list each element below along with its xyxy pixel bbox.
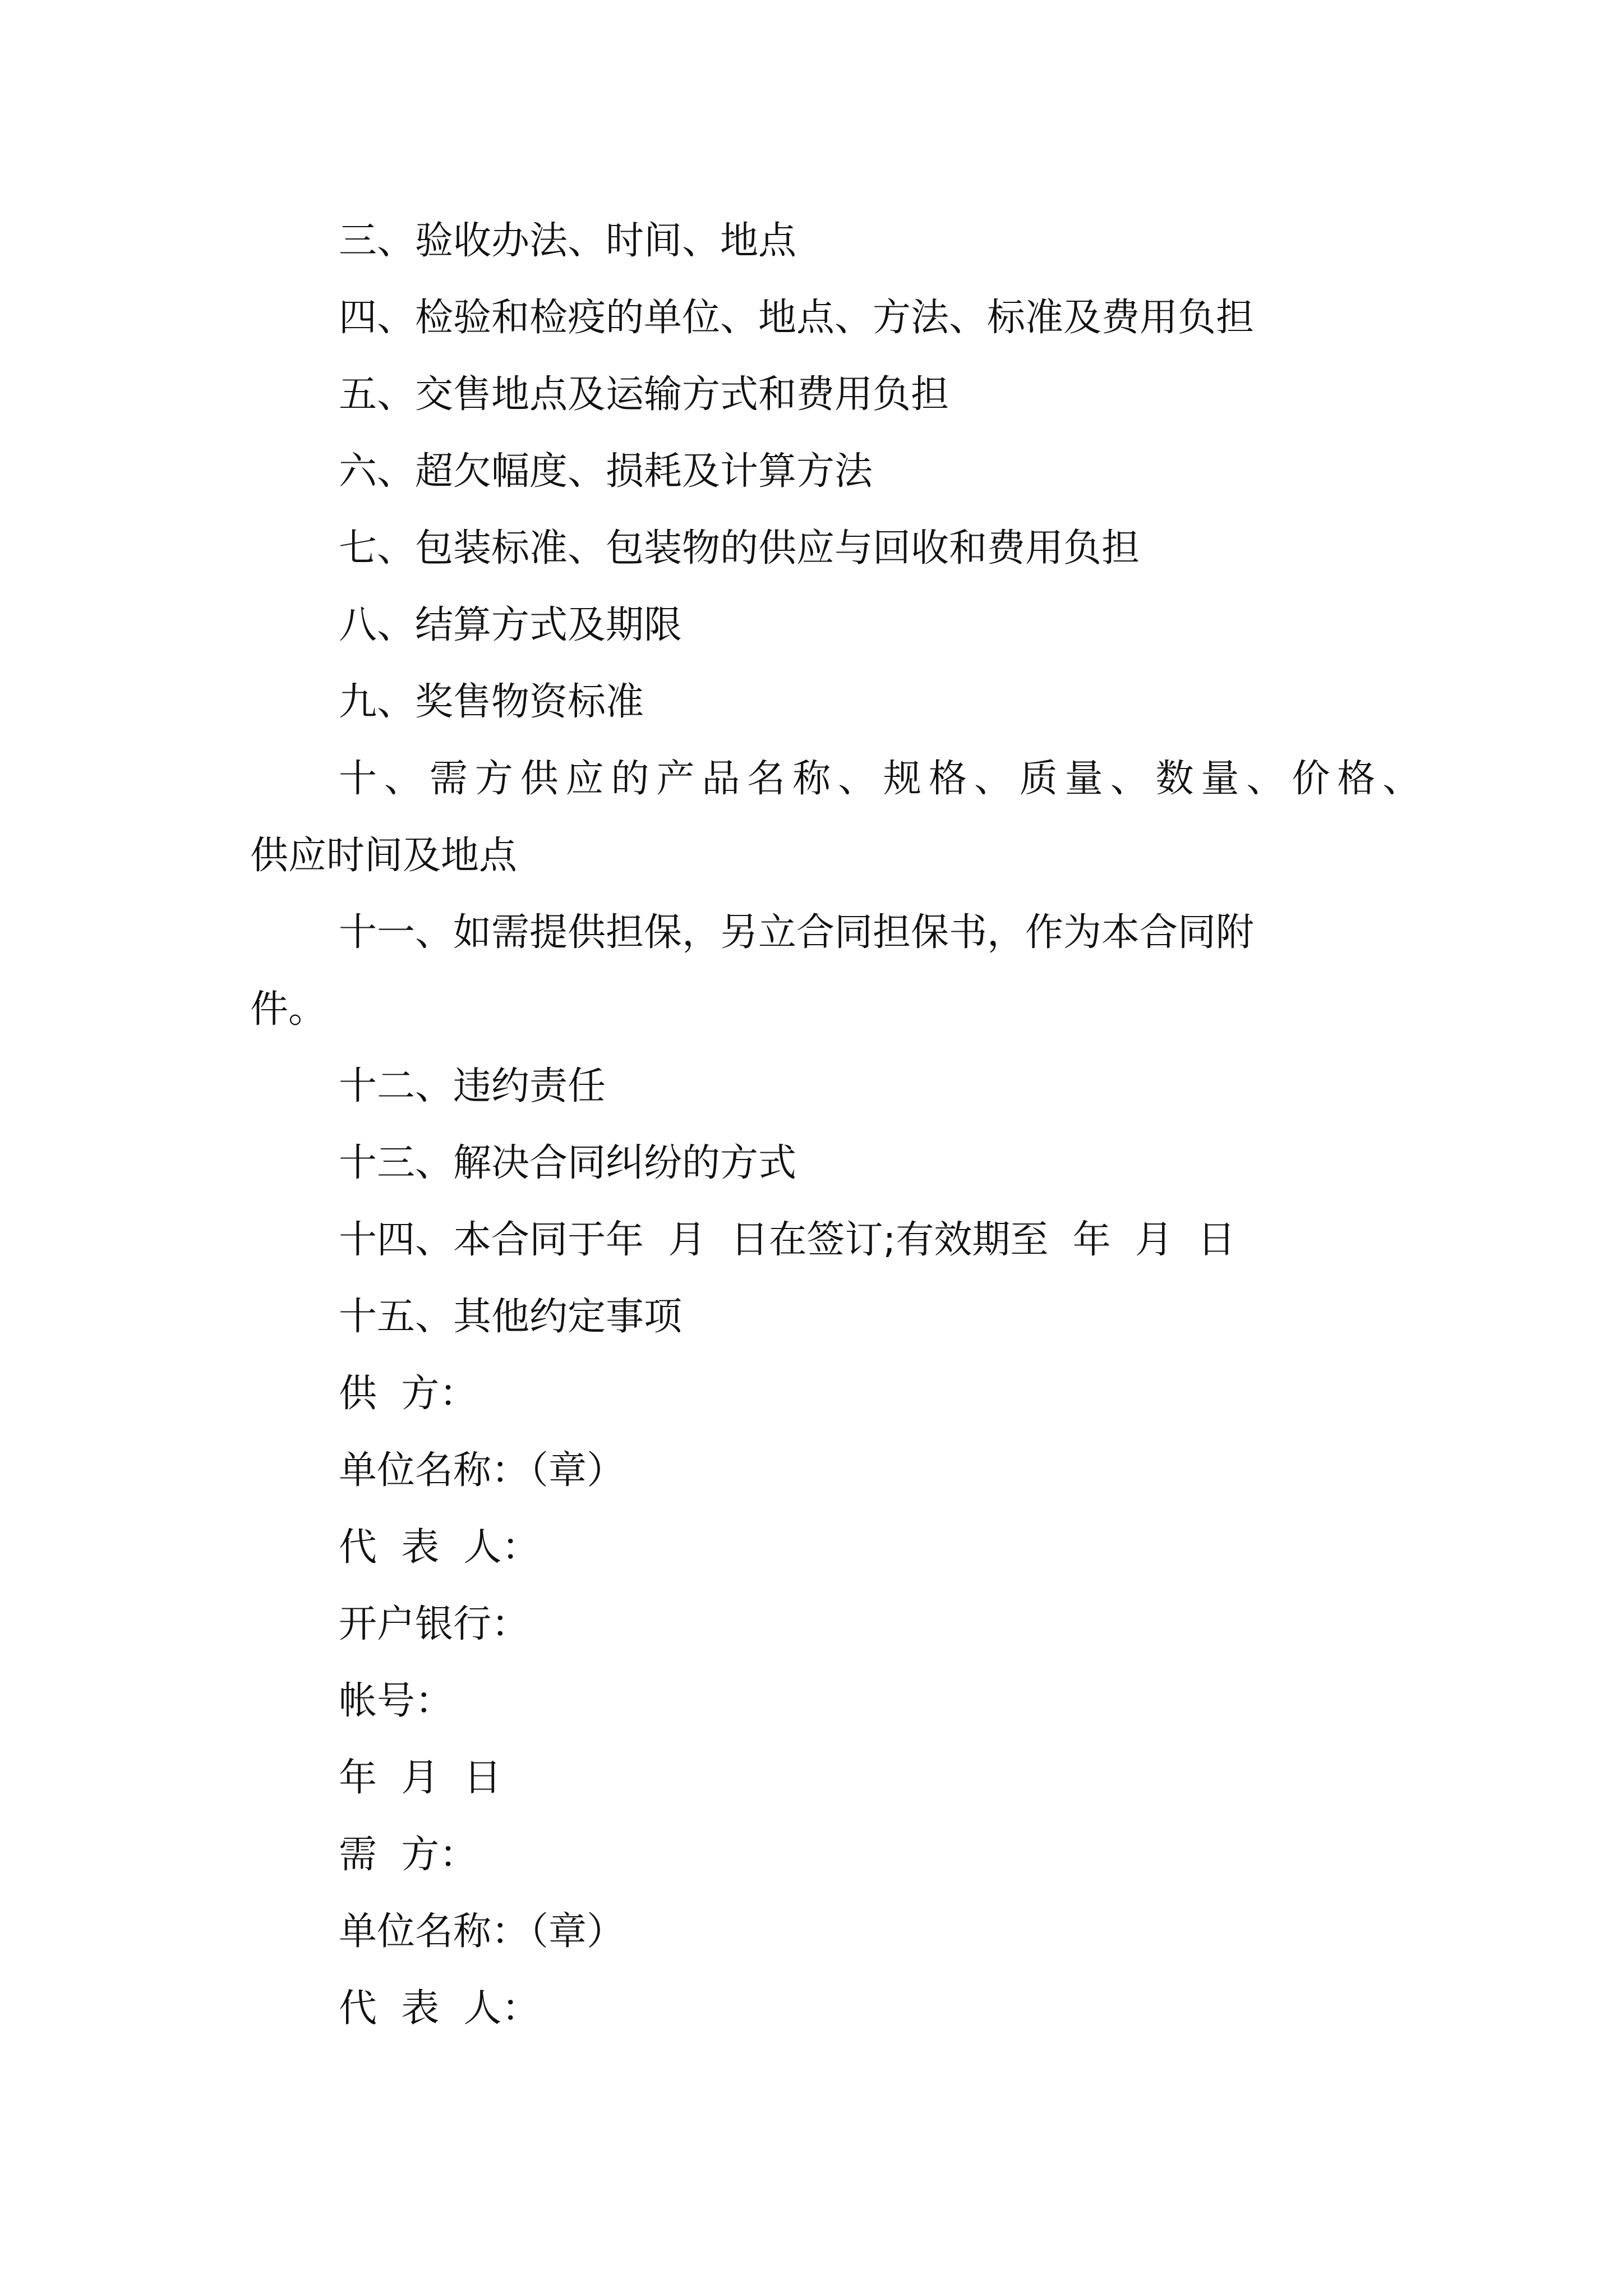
supplier-representative: 代 表 人： (339, 1525, 540, 1570)
clause-14: 十四、本合同于年 月 日在签订;有效期至 年 月 日 (339, 1218, 1236, 1262)
supplier-unit-name: 单位名称：（章） (339, 1448, 625, 1493)
supplier-heading: 供 方： (339, 1372, 478, 1416)
clause-7: 七、包装标准、包装物的供应与回收和费用负担 (339, 526, 1140, 570)
supplier-bank: 开户银行： (339, 1602, 530, 1646)
clause-8: 八、结算方式及期限 (339, 603, 683, 647)
clause-4: 四、检验和检疫的单位、地点、方法、标准及费用负担 (339, 296, 1255, 340)
clause-11-line-1: 十一、如需提供担保，另立合同担保书，作为本合同附 (339, 910, 1255, 955)
buyer-heading: 需 方： (339, 1833, 478, 1877)
buyer-representative: 代 表 人： (339, 1986, 540, 2031)
clause-6: 六、超欠幅度、损耗及计算方法 (339, 449, 873, 494)
clause-12: 十二、违约责任 (339, 1064, 606, 1108)
clause-11-line-2: 件。 (250, 987, 327, 1032)
clause-10-line-2: 供应时间及地点 (250, 834, 518, 878)
supplier-date: 年 月 日 (339, 1756, 502, 1800)
supplier-account: 帐号： (339, 1679, 454, 1723)
buyer-unit-name: 单位名称：（章） (339, 1910, 625, 1954)
clause-9: 九、奖售物资标准 (339, 680, 644, 724)
clause-13: 十三、解决合同纠纷的方式 (339, 1141, 797, 1185)
clause-10-line-1: 十、需方供应的产品名称、规格、质量、数量、价格、 (339, 757, 1428, 801)
clause-5: 五、交售地点及运输方式和费用负担 (339, 372, 949, 417)
clause-15: 十五、其他约定事项 (339, 1295, 683, 1339)
clause-3: 三、验收办法、时间、地点 (339, 219, 797, 263)
